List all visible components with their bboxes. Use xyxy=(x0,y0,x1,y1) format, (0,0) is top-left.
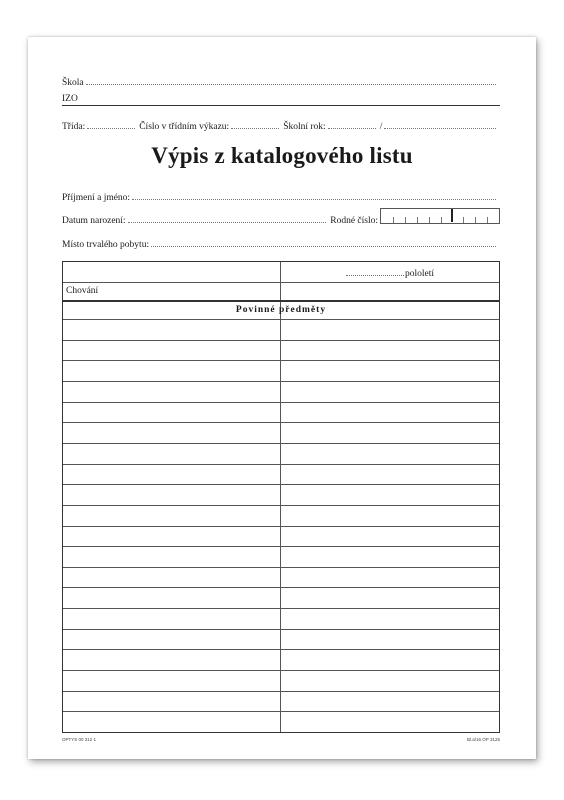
izo-solid-line xyxy=(62,105,500,106)
subject-row-line[interactable] xyxy=(63,443,499,444)
subject-row-line[interactable] xyxy=(63,484,499,485)
page-title: Výpis z katalogového listu xyxy=(151,143,413,168)
skolni-rok-label: Školní rok: xyxy=(283,122,326,132)
subject-row-line[interactable] xyxy=(63,567,499,568)
subject-row-line[interactable] xyxy=(63,546,499,547)
trida-label: Třída: xyxy=(62,122,86,132)
table-row-divider xyxy=(63,319,499,320)
footer-code-left: OPTYS 00 312 1 xyxy=(62,737,97,742)
pololeti-label: pololetí xyxy=(404,269,435,279)
footer-code-right: Bl.a/16 OP 3125 xyxy=(467,737,500,742)
pobyt-dotted-line xyxy=(151,237,496,247)
subject-row-line[interactable] xyxy=(63,691,499,692)
rc-tick xyxy=(441,217,442,223)
skola-label: Škola xyxy=(62,78,84,88)
rc-tick xyxy=(393,217,394,223)
trida-row xyxy=(62,119,500,133)
table-column-divider xyxy=(280,262,281,732)
subject-row-line[interactable] xyxy=(63,526,499,527)
rodne-cislo-box[interactable] xyxy=(380,208,500,224)
subject-row-line[interactable] xyxy=(63,649,499,650)
izo-field[interactable] xyxy=(62,93,500,105)
pobyt-field[interactable] xyxy=(62,237,500,251)
rc-tick xyxy=(475,217,476,223)
table-row-divider xyxy=(63,282,499,283)
form-sheet xyxy=(28,37,536,759)
skolni-rok-separator: / xyxy=(379,122,383,132)
jmeno-field[interactable] xyxy=(62,190,500,204)
skola-dotted-line xyxy=(86,75,496,85)
subject-row-line[interactable] xyxy=(63,629,499,630)
rc-tick xyxy=(429,217,430,223)
rodne-cislo-label: Rodné číslo: xyxy=(330,216,378,226)
skola-field[interactable] xyxy=(62,75,500,89)
grades-table xyxy=(62,261,500,733)
subject-row-line[interactable] xyxy=(63,464,499,465)
povinne-predmety-heading: Povinné předměty xyxy=(235,305,327,315)
skolni-rok-from-line[interactable] xyxy=(328,119,376,129)
datum-input-line[interactable] xyxy=(128,213,327,223)
subject-row-line[interactable] xyxy=(63,670,499,671)
datum-row xyxy=(62,213,380,227)
skolni-rok-to-line[interactable] xyxy=(384,119,496,129)
pololeti-header[interactable] xyxy=(281,267,499,280)
subject-row-line[interactable] xyxy=(63,402,499,403)
subject-row-line[interactable] xyxy=(63,505,499,506)
subject-row-line[interactable] xyxy=(63,608,499,609)
pobyt-label: Místo trvalého pobytu: xyxy=(62,240,150,250)
rc-tick xyxy=(487,217,488,223)
subject-row-line[interactable] xyxy=(63,587,499,588)
subject-row-line[interactable] xyxy=(63,422,499,423)
cislo-label: Číslo v třídním výkazu: xyxy=(139,122,230,132)
subject-row-line[interactable] xyxy=(63,360,499,361)
table-row-divider xyxy=(63,300,499,302)
chovani-label: Chování xyxy=(66,286,99,296)
subject-row-line[interactable] xyxy=(63,711,499,712)
subject-row-line[interactable] xyxy=(63,340,499,341)
trida-input-line[interactable] xyxy=(87,119,135,129)
rc-slash-divider xyxy=(451,209,453,222)
rc-tick xyxy=(417,217,418,223)
cislo-input-line[interactable] xyxy=(231,119,279,129)
izo-label: IZO xyxy=(62,94,78,104)
jmeno-dotted-line xyxy=(132,190,496,200)
rc-tick xyxy=(405,217,406,223)
jmeno-label: Příjmení a jméno: xyxy=(62,193,131,203)
datum-label: Datum narození: xyxy=(62,216,126,226)
rc-tick xyxy=(463,217,464,223)
subject-row-line[interactable] xyxy=(63,381,499,382)
pololeti-input-line xyxy=(346,267,404,276)
